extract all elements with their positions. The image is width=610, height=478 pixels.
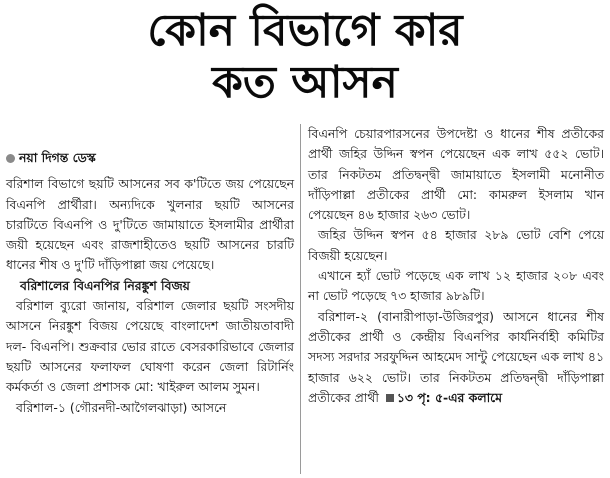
paragraph: বরিশাল-১ (গৌরনদী-আগৈলঝাড়া) আসনে: [16, 399, 227, 415]
byline-text: নয়া দিগন্ত ডেস্ক: [19, 150, 96, 165]
paragraph: বরিশাল বিভাগে ছয়টি আসনের সব ক'টিতে জয় পেয়েছেন বিএনপি প্রার্থীরা। অন্যদিকে খুলনার ছয়টি আসনের চারটিতে বিএনপি ও দু'টিতে জামায়াতে ইসলামীর প্রার্থীরা জয়ী হয়েছেন এবং রাজশাহীতেও ছয়টি আসনের চারটি ধানের শীষ ও দু'টি দাঁড়িপাল্লা জয় পেয়েছে।: [6, 176, 294, 273]
subheading: বরিশালের বিএনপির নিরঙ্কুশ বিজয়: [20, 277, 190, 293]
headline: [0, 4, 610, 108]
square-bullet-icon: [386, 394, 394, 402]
right-column: [308, 124, 604, 408]
paragraph: বরিশাল ব্যুরো জানায়, বরিশাল জেলার ছয়টি সংসদীয় আসনে নিরঙ্কুশ বিজয় পেয়েছে বাংলাদেশ জাতীয়তাবাদী দল- বিএনপি। শুক্রবার ভোর রাতে বেসরকারিভাবে জেলার ছয়টি আসনের ফলাফল ঘোষণা করেন জেলা রিটার্নিং কর্মকর্তা ও জেলা প্রশাসক মো: খাইরুল আলম সুমন।: [6, 298, 294, 395]
column-divider: [300, 124, 301, 474]
byline: [6, 148, 294, 168]
continuation-jump[interactable]: [383, 390, 502, 405]
continuation-jump-text: ১৩ পৃ: ৫-এর কলামে: [396, 389, 503, 405]
paragraph-text: বরিশাল-২ (বানারীপাড়া-উজিরপুর) আসনে ধানের শীষ প্রতীকের প্রার্থী ও কেন্দ্রীয় বিএনপির কার্যনির্বাহী কমিটির সদস্য সরদার সরফুদ্দিন আহমেদ সান্টু পেয়েছেন এক লাখ ৪১ হাজার ৬২২ ভোট। তার নিকটতম প্রতিদ্বন্দ্বী দাঁড়িপাল্লা প্রতীকের প্রার্থী: [308, 308, 604, 405]
bullet-icon: [6, 154, 15, 163]
left-column: [6, 148, 294, 418]
paragraph: জহির উদ্দিন স্বপন ৫৪ হাজার ২৮৯ ভোট বেশি পেয়ে বিজয়ী হয়েছেন।: [308, 227, 604, 263]
paragraph: [308, 307, 604, 408]
headline-line-1: কোন বিভাগে কার: [147, 5, 463, 56]
paragraph: এখানে হ্যাঁ ভোট পড়েছে এক লাখ ১২ হাজার ২০৮ এবং না ভোট পড়েছে ৭৩ হাজার ৯৮৯টি।: [308, 268, 604, 304]
paragraph: বিএনপি চেয়ারপারসনের উপদেষ্টা ও ধানের শীষ প্রতীকের প্রার্থী জহির উদ্দিন স্বপন পেয়েছেন এক লাখ ৫৫২ ভোট। তার নিকটতম প্রতিদ্বন্দ্বী জামায়াতে ইসলামী মনোনীত দাঁড়িপাল্লা প্রতীকের প্রার্থী মো: কামরুল ইসলাম খান পেয়েছেন ৪৬ হাজার ২৬৩ ভোট।: [308, 126, 604, 223]
headline-line-2: কত আসন: [212, 57, 398, 108]
